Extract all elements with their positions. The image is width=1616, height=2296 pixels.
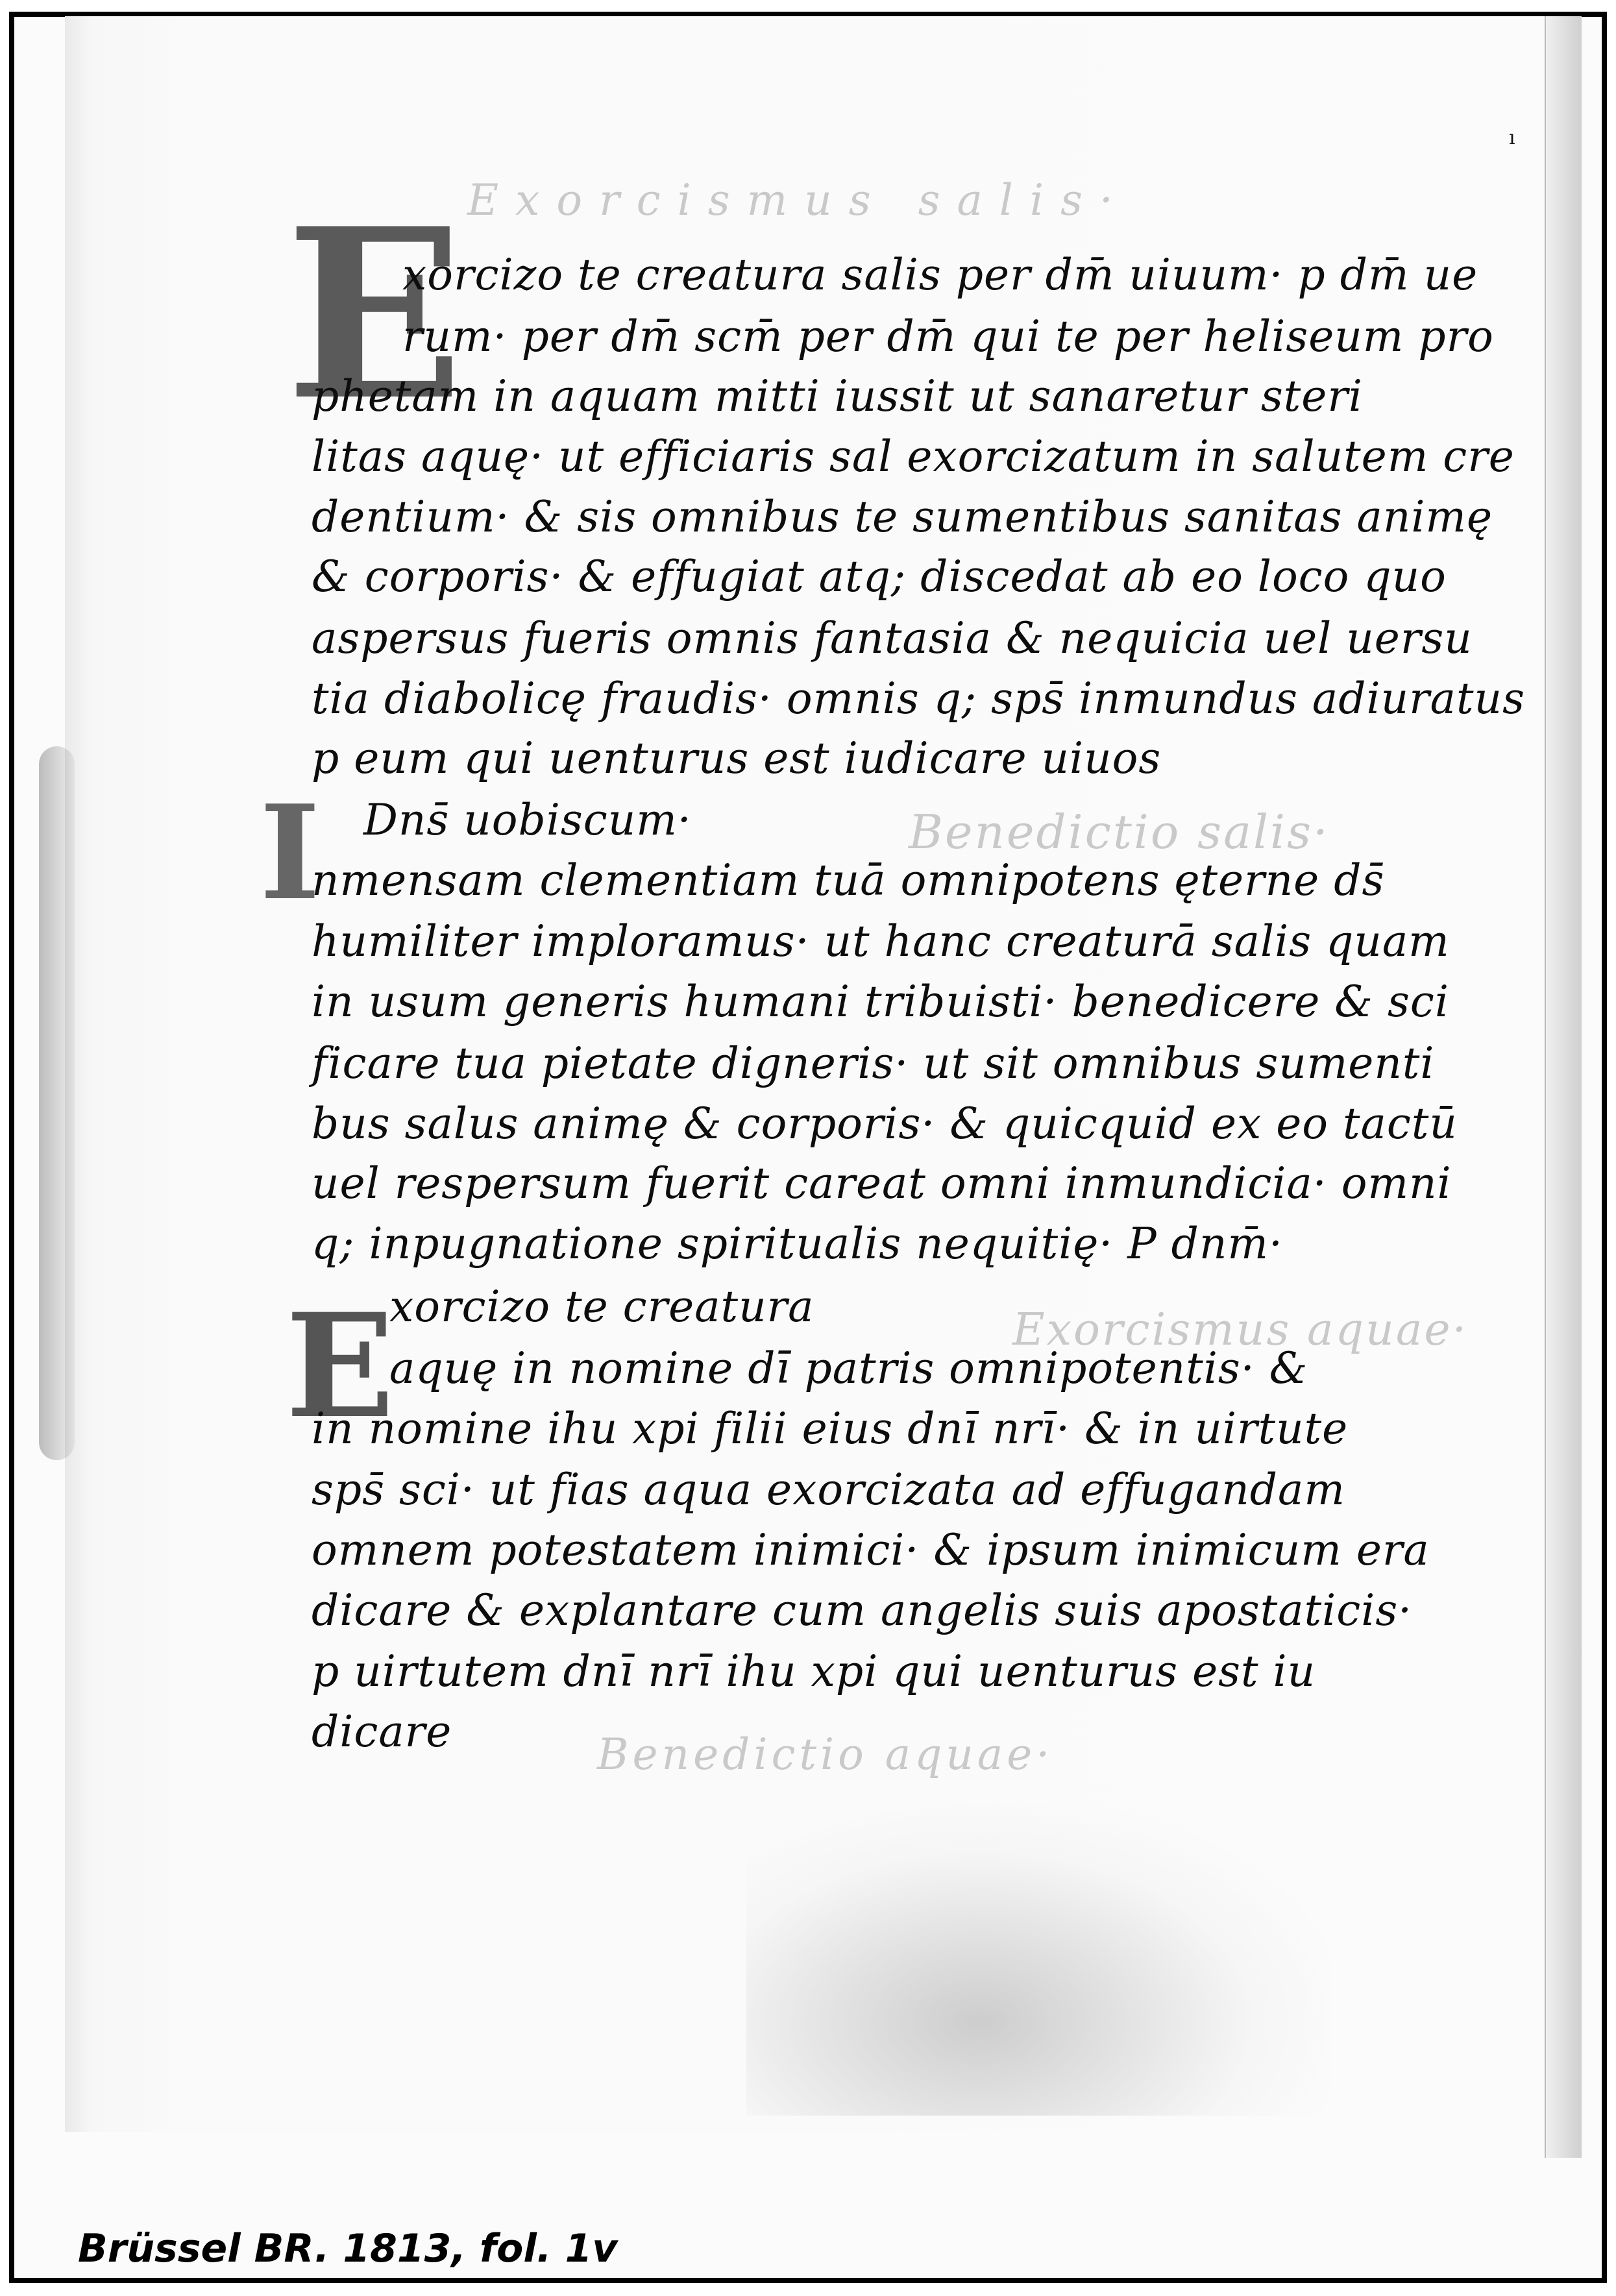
initial-e-second: E	[286, 1282, 395, 1450]
manuscript-line: p eum qui uenturus est iudicare uiuos	[312, 733, 1162, 783]
manuscript-line: dicare & explantare cum angelis suis apostaticis·	[312, 1585, 1413, 1635]
manuscript-line: dentium· & sis omnibus te sumentibus sanitas animę	[312, 492, 1493, 542]
manuscript-line: phetam in aquam mitti iussit ut sanaretur steri	[312, 371, 1364, 421]
initial-i: I	[260, 777, 321, 929]
manuscript-line: xorcizo te creatura	[389, 1282, 814, 1332]
manuscript-line: humiliter imploramus· ut hanc creaturā salis quam	[312, 916, 1450, 966]
rubric-benedictio-salis: Benedictio salis·	[909, 805, 1330, 859]
manuscript-line: omnem potestatem inimici· & ipsum inimicum era	[312, 1525, 1430, 1575]
manuscript-line: xorcizo te creatura salis per dm̄ uiuum· p dm̄ ue	[402, 250, 1478, 300]
manuscript-line: bus salus animę & corporis· & quicquid ex eo tactū	[312, 1099, 1458, 1149]
manuscript-line: in usum generis humani tribuisti· benedicere & sci	[312, 977, 1449, 1027]
water-stain	[746, 1804, 1330, 2116]
manuscript-line: litas aquę· ut efficiaris sal exorcizatum in salutem cre	[312, 432, 1515, 482]
manuscript-line: in nomine ihu xpi filii eius dnī nrī· & in uirtute	[312, 1404, 1349, 1454]
binding-fold	[39, 746, 75, 1460]
manuscript-line: Dns̄ uobiscum·	[363, 795, 692, 845]
rubric-exorcismus-salis: Exorcismus salis·	[467, 175, 1130, 225]
manuscript-line: rum· per dm̄ scm̄ per dm̄ qui te per heliseum pro	[402, 311, 1494, 361]
manuscript-line: nmensam clementiam tuā omnipotens ęterne ds̄	[312, 855, 1385, 905]
corner-mark: ı	[1509, 127, 1515, 149]
manuscript-line: p uirtutem dnī nrī ihu xpi qui uenturus est iu	[312, 1646, 1316, 1696]
rubric-exorcismus-aquae: Exorcismus aquae·	[1012, 1304, 1469, 1356]
manuscript-line: uel respersum fuerit careat omni inmundicia· omni	[312, 1158, 1452, 1208]
manuscript-line: q; inpugnatione spiritualis nequitię· P dnm̄·	[312, 1219, 1283, 1269]
page-edge	[1545, 16, 1582, 2158]
rubric-benedictio-aquae: Benedictio aquae·	[597, 1729, 1054, 1779]
manuscript-line: sps̄ sci· ut fias aqua exorcizata ad effugandam	[312, 1465, 1345, 1515]
initial-e-first: E	[286, 177, 464, 452]
manuscript-line: aquę in nomine dī patris omnipotentis· &	[389, 1343, 1308, 1393]
manuscript-line: ficare tua pietate digneris· ut sit omnibus sumenti	[312, 1038, 1435, 1088]
shelfmark-handwriting: Brüssel BR. 1813, fol. 1v	[78, 2226, 618, 2271]
manuscript-line: dicare	[312, 1707, 452, 1757]
manuscript-line: tia diabolicę fraudis· omnis q; sps̄ inmundus adiuratus	[312, 674, 1525, 724]
manuscript-line: & corporis· & effugiat atq; discedat ab eo loco quo	[312, 552, 1447, 602]
manuscript-line: aspersus fueris omnis fantasia & nequicia uel uersu	[312, 613, 1473, 663]
